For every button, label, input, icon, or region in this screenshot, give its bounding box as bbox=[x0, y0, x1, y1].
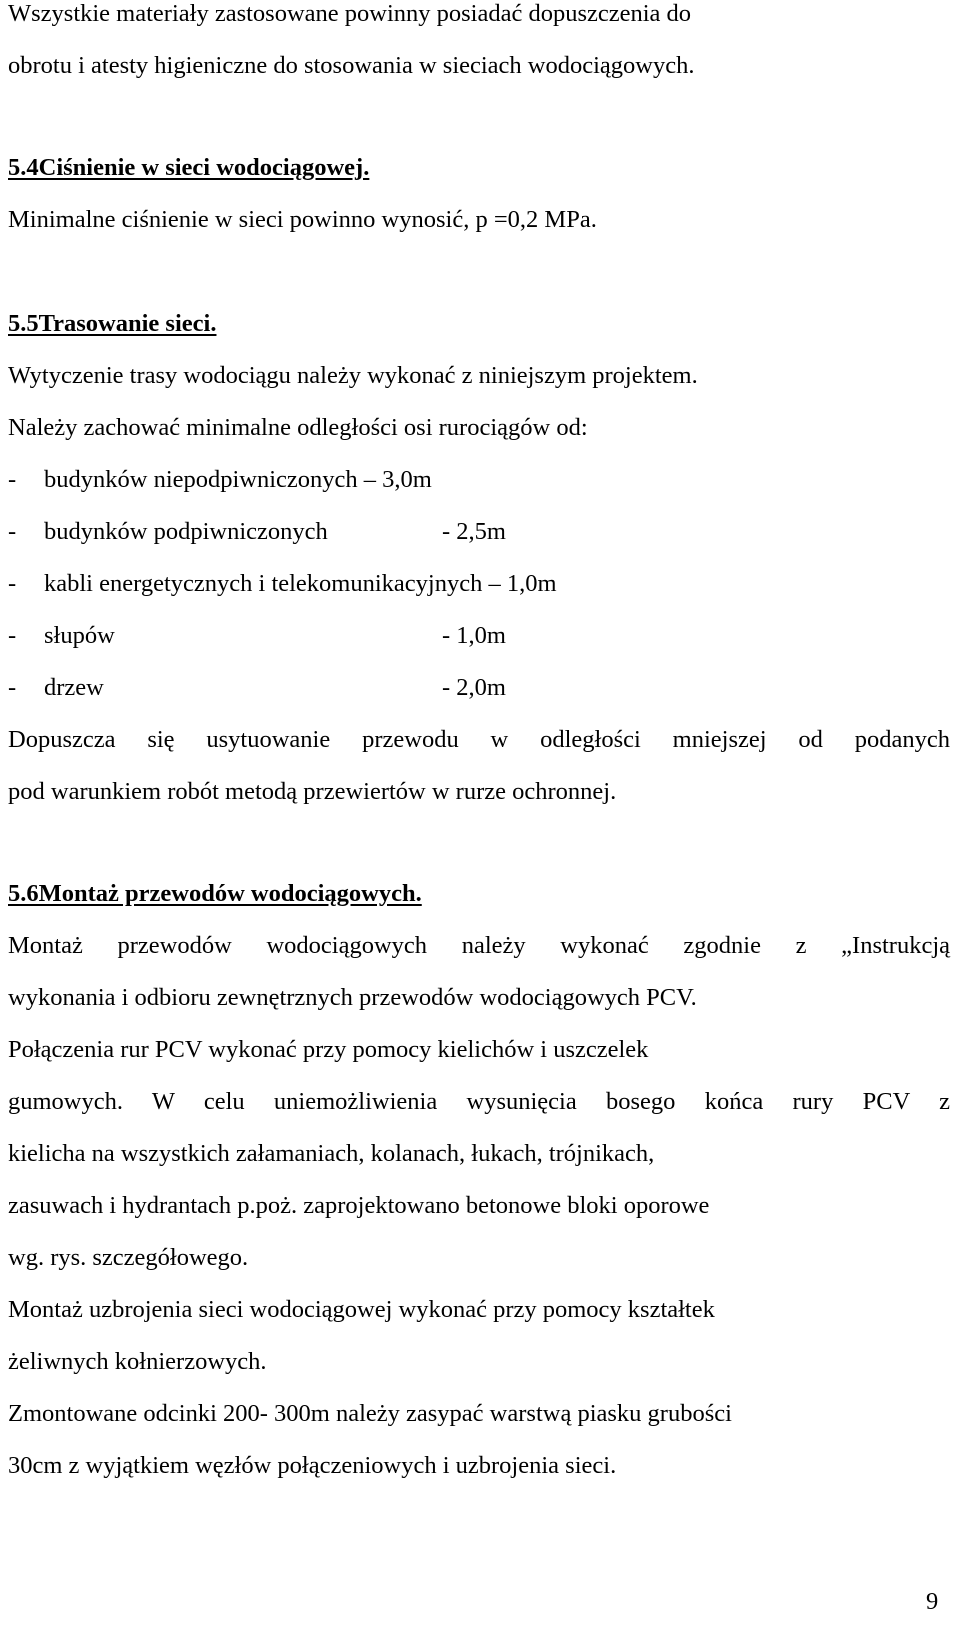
section-5-5-text-2: Należy zachować minimalne odległości osi rurociągów od: bbox=[8, 414, 588, 441]
list-item-label: budynków podpiwniczonych bbox=[44, 518, 328, 545]
section-5-6-line: Połączenia rur PCV wykonać przy pomocy kielichów i uszczelek bbox=[8, 1036, 649, 1063]
list-item-label: kabli energetycznych i telekomunikacyjnych – 1,0m bbox=[44, 570, 557, 597]
list-item-value: - 1,0m bbox=[442, 622, 506, 649]
list-item-value: - 2,5m bbox=[442, 518, 506, 545]
list-item bbox=[8, 674, 506, 702]
section-5-6-line: Montaż uzbrojenia sieci wodociągowej wykonać przy pomocy kształtek bbox=[8, 1296, 715, 1323]
list-item bbox=[8, 466, 432, 494]
section-5-6-line: Montaż przewodów wodociągowych należy wykonać zgodnie z „Instrukcją bbox=[8, 932, 950, 959]
list-item-label: budynków niepodpiwniczonych – 3,0m bbox=[44, 466, 432, 493]
list-dash: - bbox=[8, 674, 17, 701]
section-5-6-line: Zmontowane odcinki 200- 300m należy zasypać warstwą piasku grubości bbox=[8, 1400, 732, 1427]
list-dash: - bbox=[8, 518, 17, 545]
section-5-5-note-2: pod warunkiem robót metodą przewiertów w rurze ochronnej. bbox=[8, 778, 617, 805]
list-item-value: - 2,0m bbox=[442, 674, 506, 701]
section-5-6-line: wykonania i odbioru zewnętrznych przewodów wodociągowych PCV. bbox=[8, 984, 697, 1011]
list-dash: - bbox=[8, 570, 17, 597]
list-dash: - bbox=[8, 466, 17, 493]
section-5-5-heading: 5.5Trasowanie sieci. bbox=[8, 310, 217, 337]
intro-line-2: obrotu i atesty higieniczne do stosowania w sieciach wodociągowych. bbox=[8, 52, 695, 79]
section-5-6-line: wg. rys. szczegółowego. bbox=[8, 1244, 249, 1271]
section-5-5-text-1: Wytyczenie trasy wodociągu należy wykonać z niniejszym projektem. bbox=[8, 362, 698, 389]
list-item bbox=[8, 570, 557, 598]
section-5-5-note-1: Dopuszcza się usytuowanie przewodu w odległości mniejszej od podanych bbox=[8, 726, 950, 753]
section-5-6-heading: 5.6Montaż przewodów wodociągowych. bbox=[8, 880, 422, 907]
section-5-6-line: zasuwach i hydrantach p.poż. zaprojektowano betonowe bloki oporowe bbox=[8, 1192, 710, 1219]
section-5-4-text: Minimalne ciśnienie w sieci powinno wynosić, p =0,2 MPa. bbox=[8, 206, 597, 233]
section-5-6-line: kielicha na wszystkich załamaniach, kolanach, łukach, trójnikach, bbox=[8, 1140, 655, 1167]
intro-line-1: Wszystkie materiały zastosowane powinny posiadać dopuszczenia do bbox=[8, 0, 692, 27]
list-item-label: słupów bbox=[44, 622, 115, 649]
section-5-6-line: żeliwnych kołnierzowych. bbox=[8, 1348, 267, 1375]
list-item-label: drzew bbox=[44, 674, 104, 701]
list-dash: - bbox=[8, 622, 17, 649]
section-5-6-line: gumowych. W celu uniemożliwienia wysunięcia bosego końca rury PCV z bbox=[8, 1088, 950, 1115]
list-item bbox=[8, 622, 506, 650]
page-number: 9 bbox=[926, 1588, 939, 1615]
list-item bbox=[8, 518, 506, 546]
section-5-4-heading: 5.4Ciśnienie w sieci wodociągowej. bbox=[8, 154, 370, 181]
section-5-6-line: 30cm z wyjątkiem węzłów połączeniowych i uzbrojenia sieci. bbox=[8, 1452, 617, 1479]
